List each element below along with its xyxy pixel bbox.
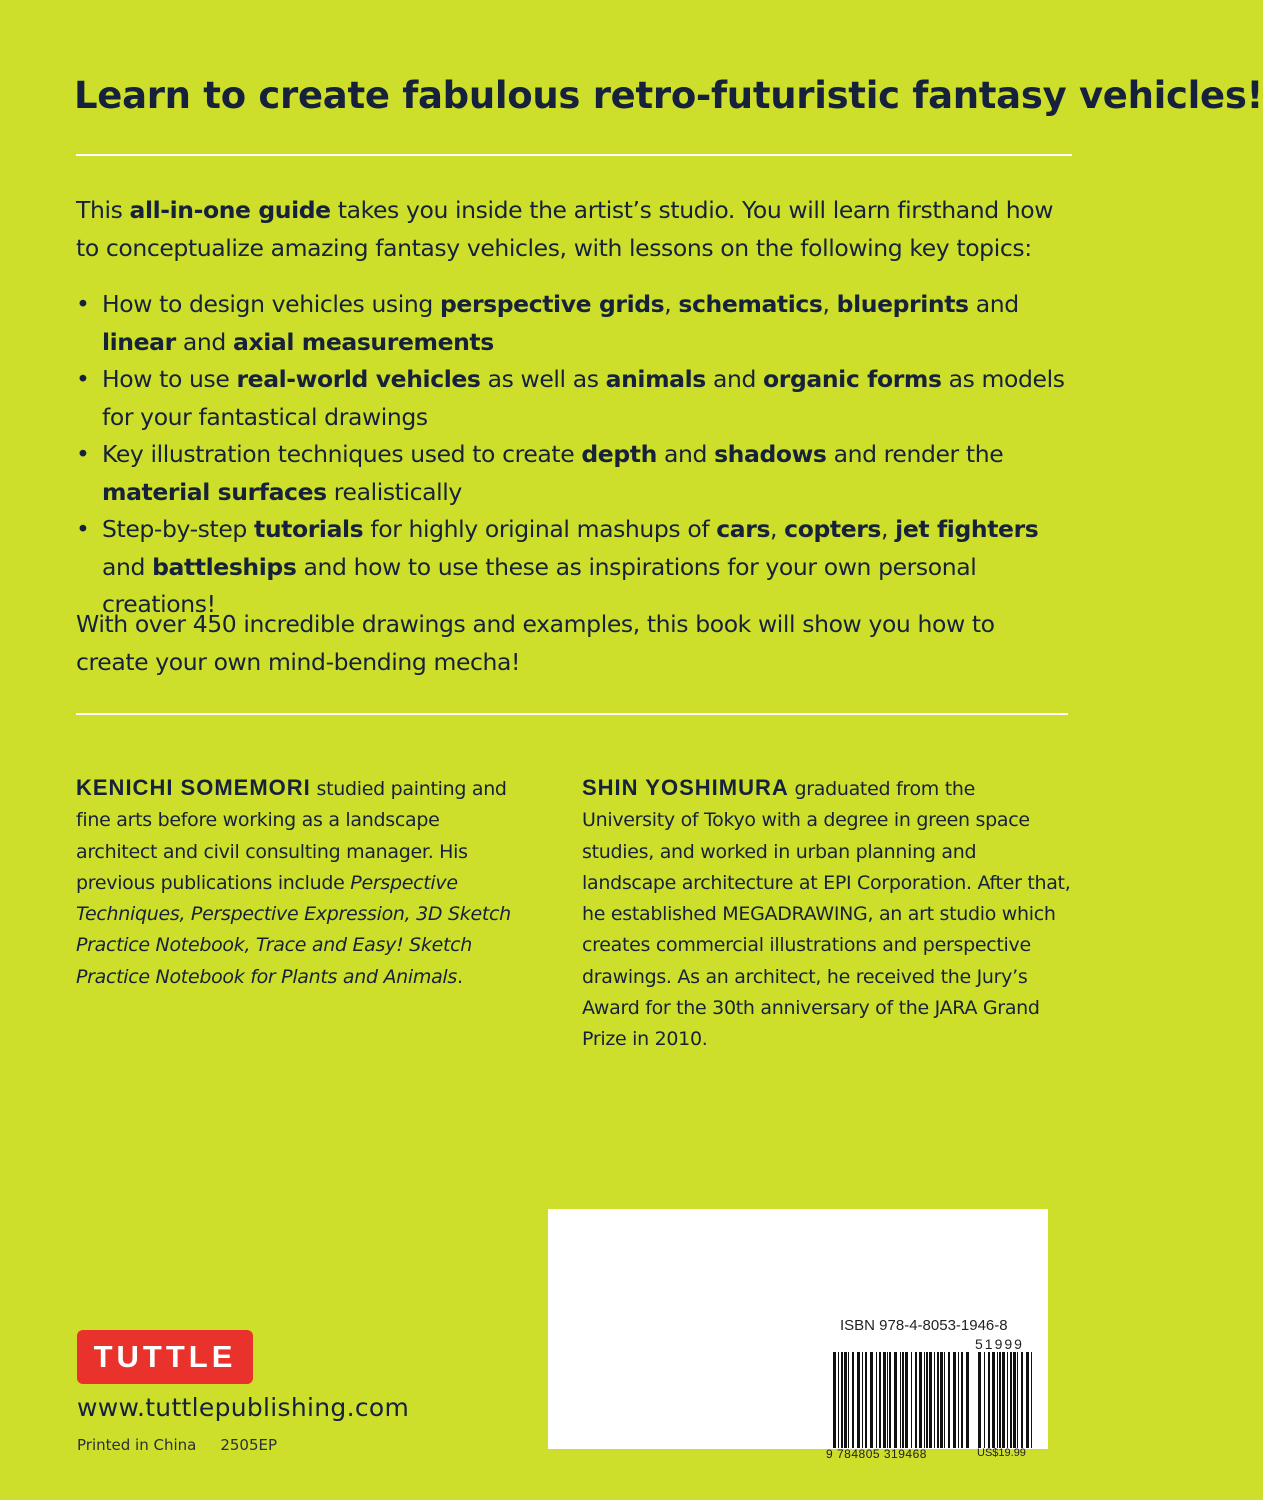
topic-bold: copters — [784, 515, 882, 543]
barcode-bar — [1021, 1352, 1023, 1448]
topic-bold: perspective grids — [440, 290, 665, 318]
topic-text: Step-by-step — [102, 515, 254, 543]
topic-text: , — [881, 515, 896, 543]
barcode-bar — [1031, 1352, 1032, 1448]
barcode-bar — [924, 1352, 925, 1448]
topic-text: Key illustration techniques used to create — [102, 440, 582, 468]
barcode-bar — [929, 1352, 932, 1448]
barcode-bar — [870, 1352, 873, 1448]
barcode-bar — [862, 1352, 863, 1448]
topic-bold: real-world vehicles — [236, 365, 481, 393]
author-name: SHIN YOSHIMURA — [582, 775, 789, 800]
barcode-bar — [894, 1352, 897, 1448]
divider-top — [76, 154, 1072, 156]
topic-bold: material surfaces — [102, 477, 327, 506]
bio-text: graduated from the University of Tokyo with a degree in green space studies, and worked in urban planning and landscape architecture at EPI Corporation. After that, he established MEGADRAWING, an art studio which creates commercial illustrations and perspective drawings. As an architect, he received the Jury’s Award for the 30th anniversary of the JARA Grand Prize in 2010. — [582, 778, 1071, 1051]
topic-text: , — [770, 515, 785, 543]
intro-bold-1: all-in-one guide — [129, 196, 331, 224]
barcode-bar — [944, 1352, 945, 1448]
barcode-bar — [852, 1352, 854, 1448]
barcode-bar — [1013, 1352, 1016, 1448]
author-bio-somemori — [76, 772, 526, 993]
barcode-bar — [984, 1352, 985, 1448]
barcode-bar — [844, 1352, 847, 1448]
topic-text: and — [656, 440, 715, 468]
barcode-bar — [978, 1352, 981, 1448]
topic-text: realistically — [326, 477, 462, 506]
bio-titles: Perspective Techniques, Perspective Expression, 3D Sketch Practice Notebook, Trace and Easy! Sketch Practice Notebook for Plants and Animals — [76, 871, 511, 988]
barcode-bar — [887, 1352, 888, 1448]
barcode-bar — [883, 1352, 886, 1448]
barcode-bar — [833, 1352, 836, 1448]
bullet-icon: • — [76, 365, 90, 393]
topic-text: as models for your fantastical drawings — [102, 365, 1065, 431]
topic-bold: animals — [605, 365, 706, 393]
barcode-bar — [997, 1352, 998, 1448]
barcode-bar — [905, 1352, 908, 1448]
list-item — [76, 286, 1076, 361]
barcode-bar — [876, 1352, 877, 1448]
isbn-label: ISBN 978-4-8053-1946-8 — [840, 1317, 1008, 1334]
tuttle-logo: TUTTLE — [77, 1330, 253, 1384]
barcode-bar — [879, 1352, 881, 1448]
intro-paragraph — [76, 192, 1066, 267]
topic-bold: organic forms — [763, 365, 942, 393]
topic-bold: cars — [716, 515, 771, 543]
barcode-bar — [841, 1352, 843, 1448]
topic-text: , — [822, 290, 837, 318]
intro-text-1: This — [76, 196, 130, 224]
barcode-digits: 9 784805 319468 — [826, 1447, 927, 1461]
barcode-bar — [1017, 1352, 1018, 1448]
author-name: KENICHI SOMEMORI — [76, 775, 311, 800]
topic-bold: blueprints — [836, 290, 969, 318]
topic-bold: shadows — [714, 440, 827, 468]
printed-in: Printed in China — [77, 1436, 197, 1454]
barcode-bar — [958, 1352, 959, 1448]
barcode-bar — [848, 1352, 849, 1448]
bullet-icon: • — [76, 290, 90, 318]
bullet-icon: • — [76, 515, 90, 543]
website-url: www.tuttlepublishing.com — [77, 1393, 410, 1422]
topic-text: as well as — [480, 365, 606, 393]
headline: Learn to create fabulous retro-futuristic fantasy vehicles! — [74, 74, 1263, 117]
price-label: US$19.99 — [977, 1447, 1026, 1459]
list-item — [76, 436, 1076, 511]
topic-text: How to use — [102, 365, 237, 393]
barcode-bar — [961, 1352, 963, 1448]
topic-bold: depth — [581, 440, 657, 468]
topic-text: , — [664, 290, 679, 318]
barcode-bar — [937, 1352, 939, 1448]
topic-bold: battleships — [152, 552, 297, 581]
barcode-bar — [1007, 1352, 1008, 1448]
barcode-bar — [919, 1352, 922, 1448]
price-code: 51999 — [975, 1336, 1024, 1352]
barcode-bar — [988, 1352, 990, 1448]
topic-text: and — [175, 327, 233, 356]
author-bio-yoshimura — [582, 772, 1072, 1056]
topic-text: and how to use these as inspirations for your own personal creations! — [102, 552, 977, 618]
barcode-bar — [902, 1352, 904, 1448]
topic-text: and — [102, 552, 153, 581]
printed-info — [77, 1436, 277, 1454]
topic-bold: axial measurements — [232, 327, 494, 356]
print-code: 2505EP — [220, 1436, 278, 1454]
bullet-icon: • — [76, 440, 90, 468]
barcode-bar — [1002, 1352, 1005, 1448]
topic-bold: schematics — [678, 290, 823, 318]
topic-bold: tutorials — [253, 515, 364, 543]
divider-bottom — [76, 713, 1068, 715]
barcode-bar — [953, 1352, 956, 1448]
bio-text-end: . — [457, 965, 463, 988]
barcode-bar — [911, 1352, 912, 1448]
topic-text: and render the — [826, 440, 1004, 468]
barcode-bar — [926, 1352, 928, 1448]
barcode-bar — [948, 1352, 950, 1448]
closing-paragraph: With over 450 incredible drawings and examples, this book will show you how to create your own mind-bending mecha! — [76, 610, 995, 676]
topic-text: and — [968, 290, 1019, 318]
barcode-bar — [934, 1352, 935, 1448]
barcode-bar — [999, 1352, 1001, 1448]
barcode-bar — [865, 1352, 867, 1448]
barcode-icon — [833, 1352, 973, 1448]
barcode-bar — [838, 1352, 839, 1448]
list-item — [76, 361, 1076, 436]
topics-list — [76, 286, 1076, 624]
barcode-bar — [1010, 1352, 1012, 1448]
barcode-bar — [900, 1352, 901, 1448]
topic-text: and — [705, 365, 764, 393]
barcode-bar — [940, 1352, 943, 1448]
barcode-bar — [857, 1352, 860, 1448]
topic-bold: linear — [102, 327, 176, 356]
bio-text: studied painting and fine arts before working as a landscape architect and civil consulting manager. His previous publications include — [76, 778, 507, 894]
intro-text-2: takes you inside the artist’s studio. You will learn firsthand how to conceptualize amazing fantasy vehicles, with lessons on the following key topics: — [76, 196, 1054, 262]
barcode-bar — [966, 1352, 969, 1448]
topic-text: How to design vehicles using — [102, 290, 440, 318]
barcode-bar — [915, 1352, 917, 1448]
topic-text: for highly original mashups of — [363, 515, 717, 543]
barcode-bar — [1026, 1352, 1029, 1448]
topic-bold: jet fighters — [895, 515, 1039, 543]
addon-barcode-icon — [978, 1352, 1034, 1448]
barcode-bar — [992, 1352, 995, 1448]
barcode-bar — [889, 1352, 891, 1448]
